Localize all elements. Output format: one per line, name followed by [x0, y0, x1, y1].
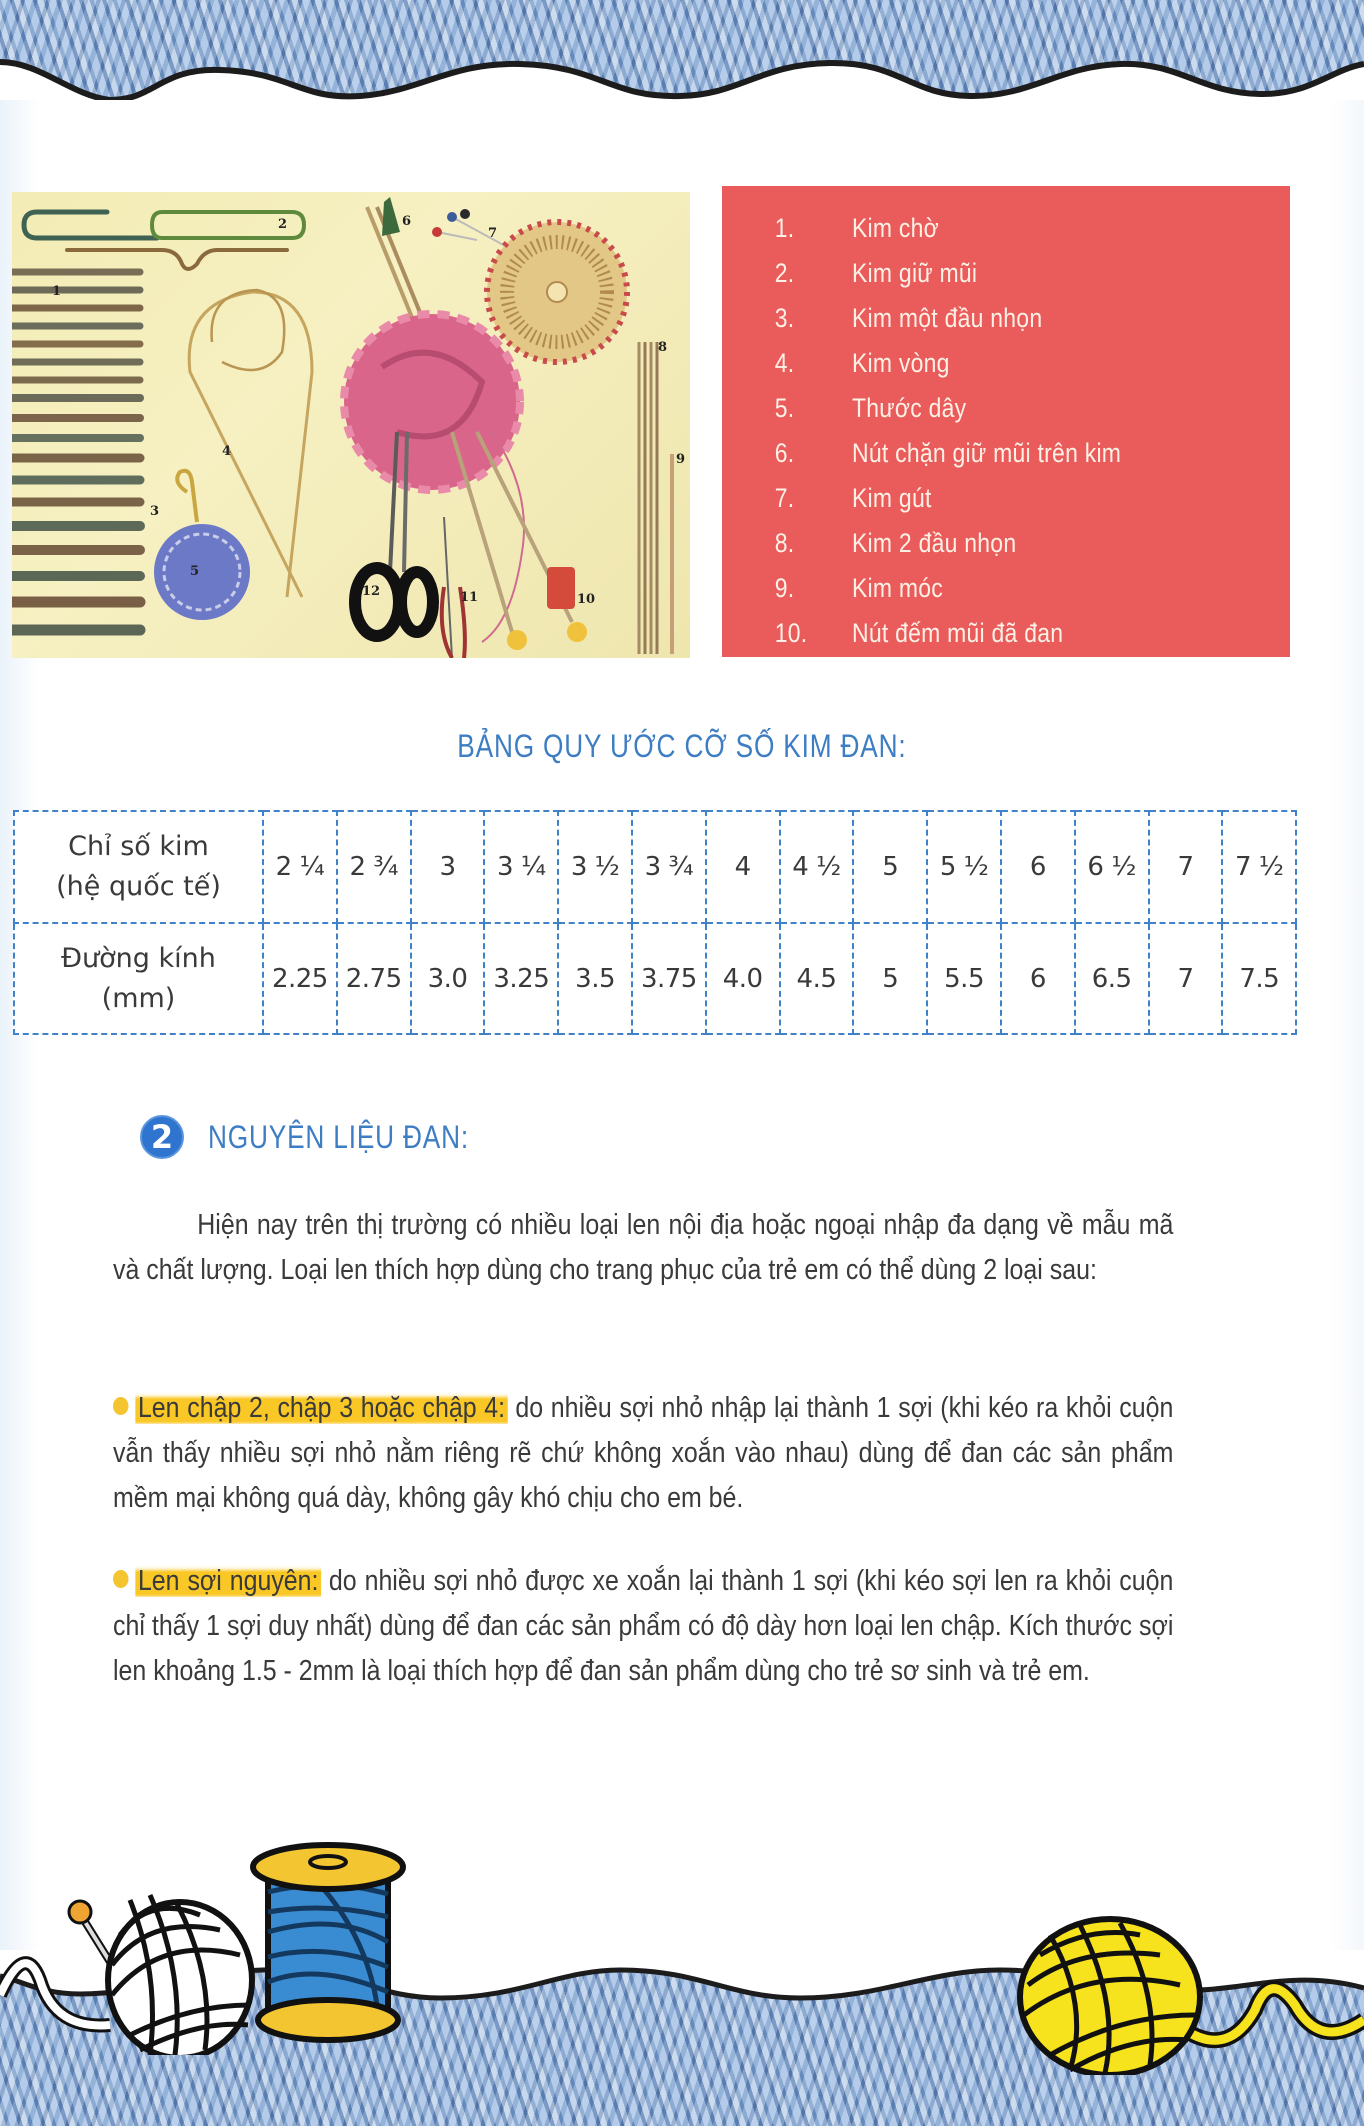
table-row-needle-index — [14, 811, 1296, 923]
table-cell: 7 — [1149, 811, 1223, 923]
tools-list-item — [722, 251, 1290, 296]
table-cell: 2 ¾ — [337, 811, 411, 923]
intro-paragraph — [113, 1203, 1173, 1293]
tools-list-item — [722, 521, 1290, 566]
tools-item-label: Kim một đầu nhọn — [852, 303, 1043, 333]
tools-item-label: Kim móc — [852, 573, 944, 603]
bullet-text: do nhiều sợi nhỏ nhập lại thành 1 sợi (khi kéo ra khỏi cuộn vẫn thấy nhiều sợi nhỏ nằm riêng rẽ chứ không xoắn vào nhau) dùng để đan các sản phẩm mềm mại không quá dày, không gây khó chịu cho em bé. — [113, 1392, 1174, 1514]
tools-list — [722, 206, 1290, 656]
tools-item-number: 2. — [774, 258, 795, 288]
needle-size-table — [13, 810, 1297, 1035]
row-header-line: Đường kính — [61, 942, 216, 974]
table-cell: 3 ½ — [558, 811, 632, 923]
photo-label-3: 3 — [150, 504, 160, 519]
bullet-dot-icon — [113, 1397, 128, 1415]
table-cell: 5 — [853, 923, 927, 1034]
highlighted-term: Len chập 2, chập 3 hoặc chập 4: — [135, 1392, 507, 1424]
tools-item-label: Thước dây — [852, 393, 967, 423]
needle-size-table-title: BẢNG QUY ƯỚC CỠ SỐ KIM ĐAN: — [457, 728, 907, 764]
row-header-line: (mm) — [101, 982, 176, 1014]
table-cell: 5.5 — [927, 923, 1001, 1034]
tools-item-number: 10. — [774, 618, 808, 648]
table-cell: 3.75 — [632, 923, 706, 1034]
tools-list-item — [722, 431, 1290, 476]
tools-item-label: Kim 2 đầu nhọn — [852, 528, 1017, 558]
table-cell: 5 — [853, 811, 927, 923]
tools-list-item — [722, 566, 1290, 611]
row-header-needle-index — [14, 811, 263, 923]
table-cell: 6 — [1001, 811, 1075, 923]
photo-label-10: 10 — [577, 592, 596, 607]
photo-label-7: 7 — [488, 226, 498, 241]
section-heading — [140, 1115, 526, 1159]
photo-label-12: 12 — [362, 584, 381, 599]
table-cell: 3.5 — [558, 923, 632, 1034]
photo-label-9: 9 — [676, 452, 686, 467]
knitting-tools-photo — [12, 192, 690, 658]
tools-item-label: Nút đếm mũi đã đan — [852, 618, 1064, 648]
bullet-item-single-yarn — [113, 1559, 1173, 1694]
bullet-dot-icon — [113, 1570, 128, 1588]
tools-item-label: Nút chặn giữ mũi trên kim — [852, 438, 1122, 468]
tools-list-item — [722, 476, 1290, 521]
tools-list-item — [722, 341, 1290, 386]
tools-illustration — [12, 192, 690, 658]
table-cell: 3.25 — [484, 923, 558, 1034]
tools-item-label: Kim gút — [852, 483, 932, 513]
tools-item-number: 7. — [774, 483, 795, 513]
tools-legend-panel — [722, 186, 1290, 657]
table-cell: 4 — [706, 811, 780, 923]
table-cell: 4.0 — [706, 923, 780, 1034]
table-cell: 2 ¼ — [263, 811, 337, 923]
table-row-diameter — [14, 923, 1296, 1034]
tools-list-item — [722, 206, 1290, 251]
tools-item-label: Kim giữ mũi — [852, 258, 978, 288]
tools-item-number: 3. — [774, 303, 795, 333]
photo-label-5: 5 — [190, 564, 200, 579]
table-cell: 5 ½ — [927, 811, 1001, 923]
table-cell: 2.75 — [337, 923, 411, 1034]
photo-label-4: 4 — [222, 444, 232, 459]
tools-item-number: 9. — [774, 573, 795, 603]
photo-label-8: 8 — [658, 340, 668, 355]
bullet-text: do nhiều sợi nhỏ được xe xoắn lại thành 1 sợi (khi kéo sợi len ra khỏi cuộn chỉ thấy 1 sợi duy nhất) dùng để đan các sản phẩm có độ dày hơn loại len chập. Kích thước sợi len khoảng 1.5 - 2mm là loại thích hợp để đan sản phẩm dùng cho trẻ sơ sinh và trẻ em. — [113, 1565, 1174, 1687]
tools-list-item — [722, 611, 1290, 656]
highlighted-term: Len sợi nguyên: — [135, 1565, 321, 1597]
table-cell: 4 ½ — [780, 811, 854, 923]
photo-label-11: 11 — [460, 590, 479, 605]
table-cell: 7.5 — [1222, 923, 1296, 1034]
table-cell: 3.0 — [411, 923, 485, 1034]
tools-item-number: 5. — [774, 393, 795, 423]
tools-list-item — [722, 296, 1290, 341]
tools-list-item — [722, 386, 1290, 431]
table-cell: 3 — [411, 811, 485, 923]
section-title: NGUYÊN LIỆU ĐAN: — [208, 1118, 469, 1155]
white-yarn-ball-illustration — [0, 1855, 280, 2055]
table-cell: 6 — [1001, 923, 1075, 1034]
table-cell: 7 — [1149, 923, 1223, 1034]
tools-item-number: 1. — [774, 213, 795, 243]
top-knit-border — [0, 0, 1364, 100]
row-header-line: (hệ quốc tế) — [56, 871, 221, 902]
photo-label-6: 6 — [402, 214, 412, 229]
table-cell: 3 ¾ — [632, 811, 706, 923]
bullet-item-ply-yarn — [113, 1386, 1173, 1521]
table-cell: 6 ½ — [1075, 811, 1149, 923]
tools-item-label: Kim vòng — [852, 348, 950, 378]
photo-label-2: 2 — [278, 217, 288, 232]
thread-spool-illustration — [248, 1832, 408, 2052]
yellow-yarn-ball-illustration — [1010, 1915, 1364, 2075]
row-header-line: Chỉ số kim — [68, 831, 209, 862]
photo-label-1: 1 — [52, 284, 62, 299]
tools-item-number: 4. — [774, 348, 795, 378]
tools-item-number: 6. — [774, 438, 795, 468]
intro-text: Hiện nay trên thị trường có nhiều loại len nội địa hoặc ngoại nhập đa dạng về mẫu mã và chất lượng. Loại len thích hợp dùng cho trang phục của trẻ em có thể dùng 2 loại sau: — [113, 1209, 1174, 1286]
row-header-diameter — [14, 923, 263, 1034]
wavy-edge-top — [0, 0, 1364, 100]
table-cell: 7 ½ — [1222, 811, 1296, 923]
table-cell: 6.5 — [1075, 923, 1149, 1034]
section-number-badge: 2 — [140, 1115, 184, 1159]
table-cell: 4.5 — [780, 923, 854, 1034]
tools-item-label: Kim chờ — [852, 213, 939, 243]
tools-item-number: 8. — [774, 528, 795, 558]
table-cell: 2.25 — [263, 923, 337, 1034]
table-cell: 3 ¼ — [484, 811, 558, 923]
